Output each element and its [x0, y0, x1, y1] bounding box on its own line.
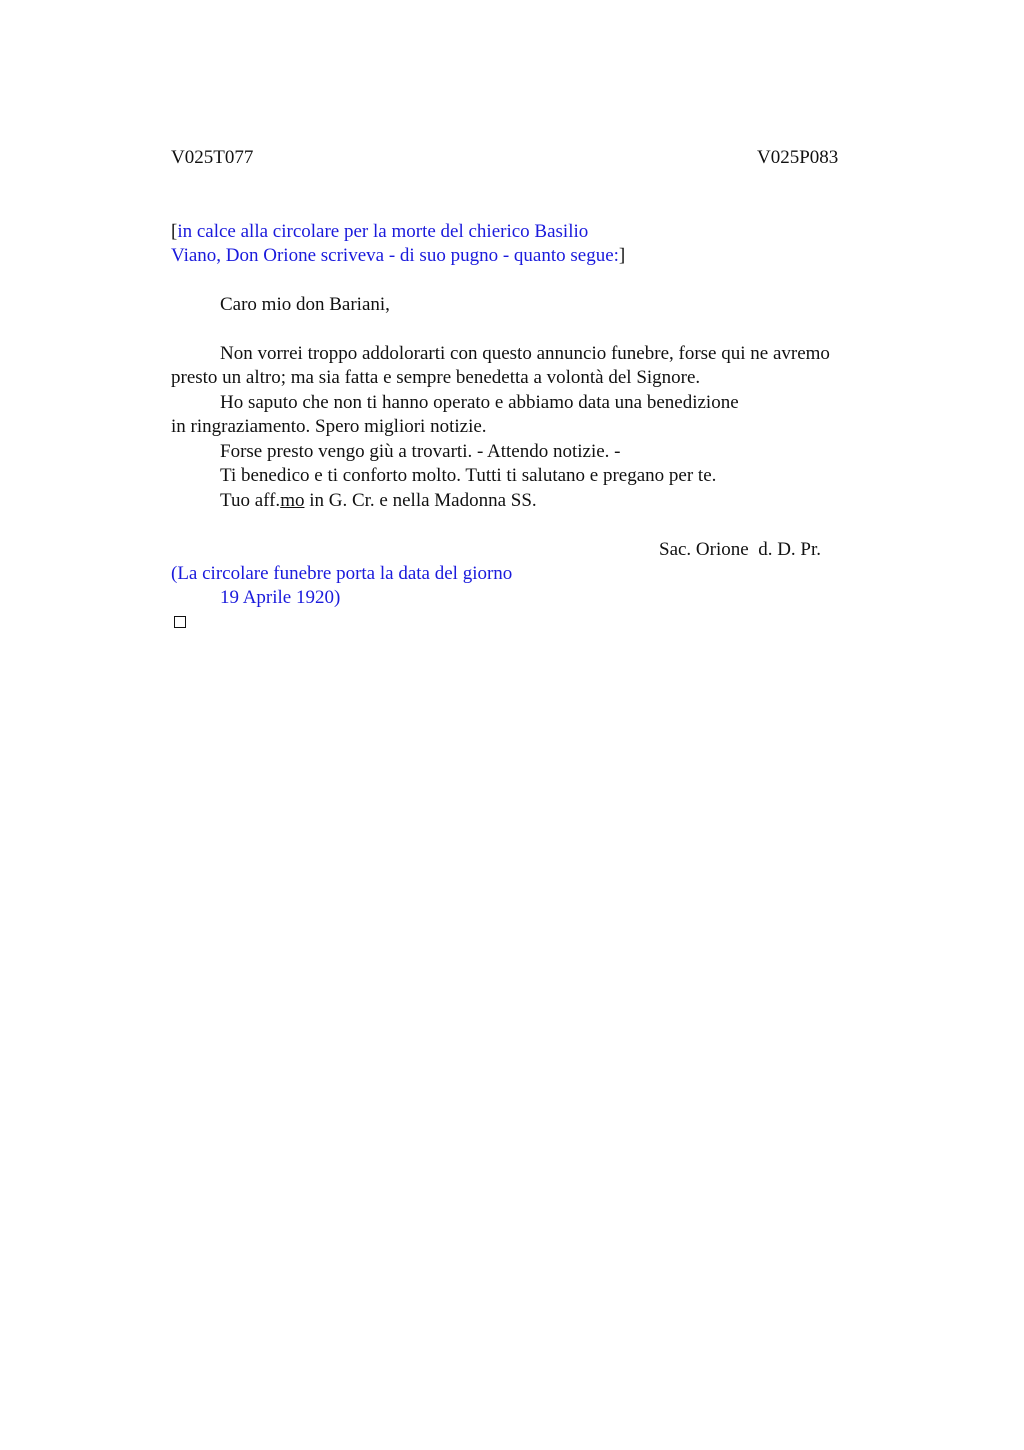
editorial-note-intro-line-2	[171, 244, 625, 268]
editorial-note-intro-line-1	[171, 220, 588, 244]
letter-paragraph-2-line-1: Ho saputo che non ti hanno operato e abbiamo data una benedizione	[220, 392, 739, 413]
closing-text: in G. Cr. e nella Madonna SS.	[304, 490, 537, 511]
close-bracket: ]	[618, 245, 626, 266]
editorial-note-text: Viano, Don Orione scriveva - di suo pugno - quanto segue:	[171, 245, 619, 266]
letter-paragraph-1-line-1: Non vorrei troppo addolorarti con questo annuncio funebre, forse qui ne avremo	[220, 343, 830, 364]
letter-paragraph-4: Ti benedico e ti conforto molto. Tutti ti salutano e pregano per te.	[220, 465, 717, 486]
header-right-code: V025P083	[757, 147, 839, 168]
closing-text: Tuo aff.	[220, 490, 281, 511]
open-bracket: [	[171, 221, 178, 242]
letter-salutation: Caro mio don Bariani,	[220, 294, 390, 315]
letter-signature: Sac. Orione d. D. Pr.	[659, 539, 822, 560]
editorial-note-text: in calce alla circolare per la morte del chierico Basilio	[177, 221, 589, 242]
end-marker-square-icon	[174, 616, 186, 628]
editorial-note-outro-line-1: (La circolare funebre porta la data del giorno	[171, 563, 513, 584]
letter-closing	[220, 489, 537, 513]
closing-superscript-abbrev: mo	[280, 490, 305, 511]
editorial-note-outro-line-2: 19 Aprile 1920)	[220, 587, 341, 608]
letter-paragraph-2-line-2: in ringraziamento. Spero migliori notizie.	[171, 416, 487, 437]
letter-paragraph-3: Forse presto vengo giù a trovarti. - Attendo notizie. -	[220, 441, 621, 462]
header-left-code: V025T077	[171, 147, 254, 168]
letter-paragraph-1-line-2: presto un altro; ma sia fatta e sempre benedetta a volontà del Signore.	[171, 367, 701, 388]
